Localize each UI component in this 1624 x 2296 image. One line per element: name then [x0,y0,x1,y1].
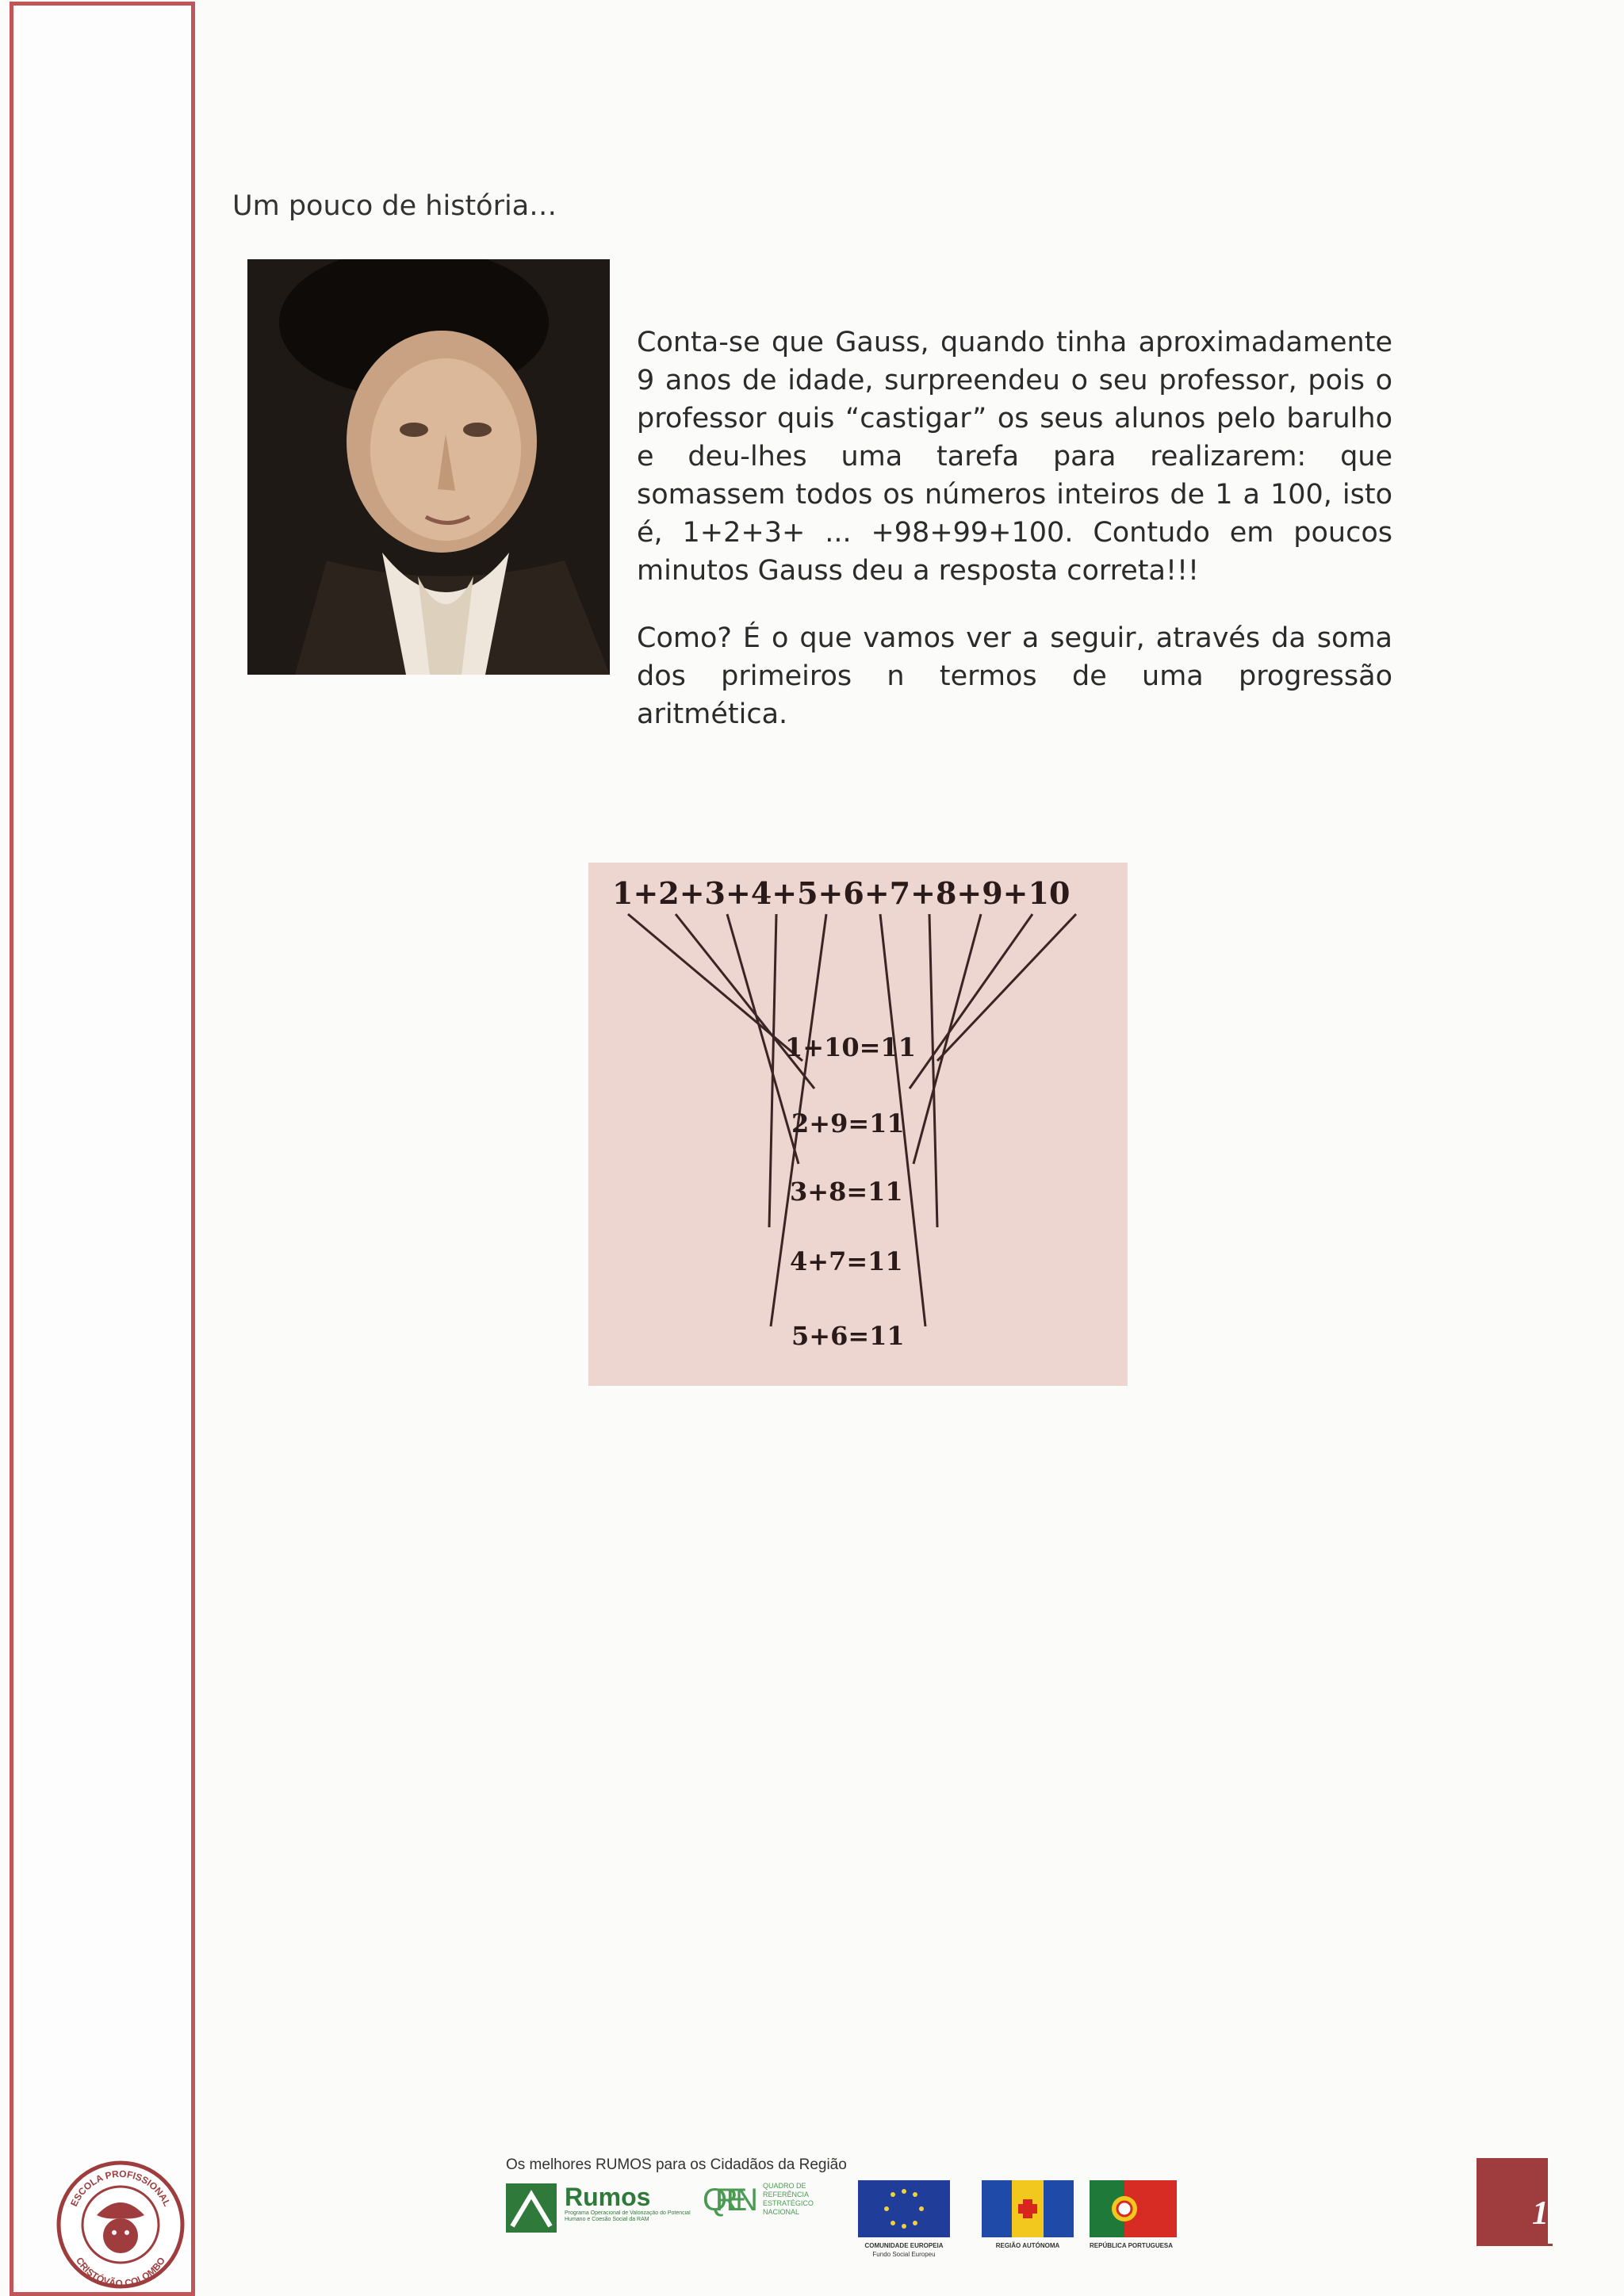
school-seal-logo [56,2160,186,2290]
question-paragraph: Como? É o que vamos ver a seguir, através da soma dos primeiros n termos de uma progressão aritmética. [637,622,1392,730]
eu-flag-logo: COMUNIDADE EUROPEIA Fundo Social Europeu [858,2180,950,2252]
portugal-flag-logo: REPÚBLICA PORTUGUESA [1090,2180,1208,2252]
pair-1: 1+10=11 [785,1032,916,1062]
rumos-logo: Rumos Programa Operacional de Valorização do Potencial Humano e Coesão Social da RAM [504,2179,695,2234]
pair-2: 2+9=11 [791,1108,905,1138]
gauss-portrait [247,259,610,675]
story-paragraph: Conta-se que Gauss, quando tinha aproximadamente 9 anos de idade, surpreendeu o seu professor, pois o professor quis “castigar” os seus alunos pelo barulho e deu-lhes uma tarefa para realizarem: que somassem todos os números inteiros de 1 a 100, isto é, 1+2+3+ ... +98+99+100. Contudo em poucos minutos Gauss deu a resposta correta!!! [637,327,1392,587]
svg-text:Rumos: Rumos [565,2183,651,2211]
pair-5: 5+6=11 [791,1321,905,1351]
section-heading: Um pouco de história… [232,190,557,222]
left-frame-bar [10,2,195,2296]
pair-4: 4+7=11 [790,1246,903,1276]
svg-text:ESCOLA PROFISSIONAL: ESCOLA PROFISSIONAL [68,2168,173,2209]
footer-caption: Os melhores RUMOS para os Cidadãos da Região [506,2156,847,2173]
gauss-sum-figure [588,863,1128,1386]
svg-text:CRISTÓVÃO COLOMBO: CRISTÓVÃO COLOMBO [74,2255,167,2290]
figure-top-row: 1+2+3+4+5+6+7+8+9+10 [612,875,1071,911]
page-number: 1 [1532,2195,1549,2232]
svg-text:QREN: QREN [703,2183,758,2218]
pair-3: 3+8=11 [790,1177,903,1207]
page-number-underline [1477,2244,1553,2246]
qren-logo: QREN QUADRO DE REFERÊNCIA ESTRATÉGICO NACIONAL [703,2182,814,2218]
madeira-flag-logo: REGIÃO AUTÓNOMA [982,2180,1074,2252]
